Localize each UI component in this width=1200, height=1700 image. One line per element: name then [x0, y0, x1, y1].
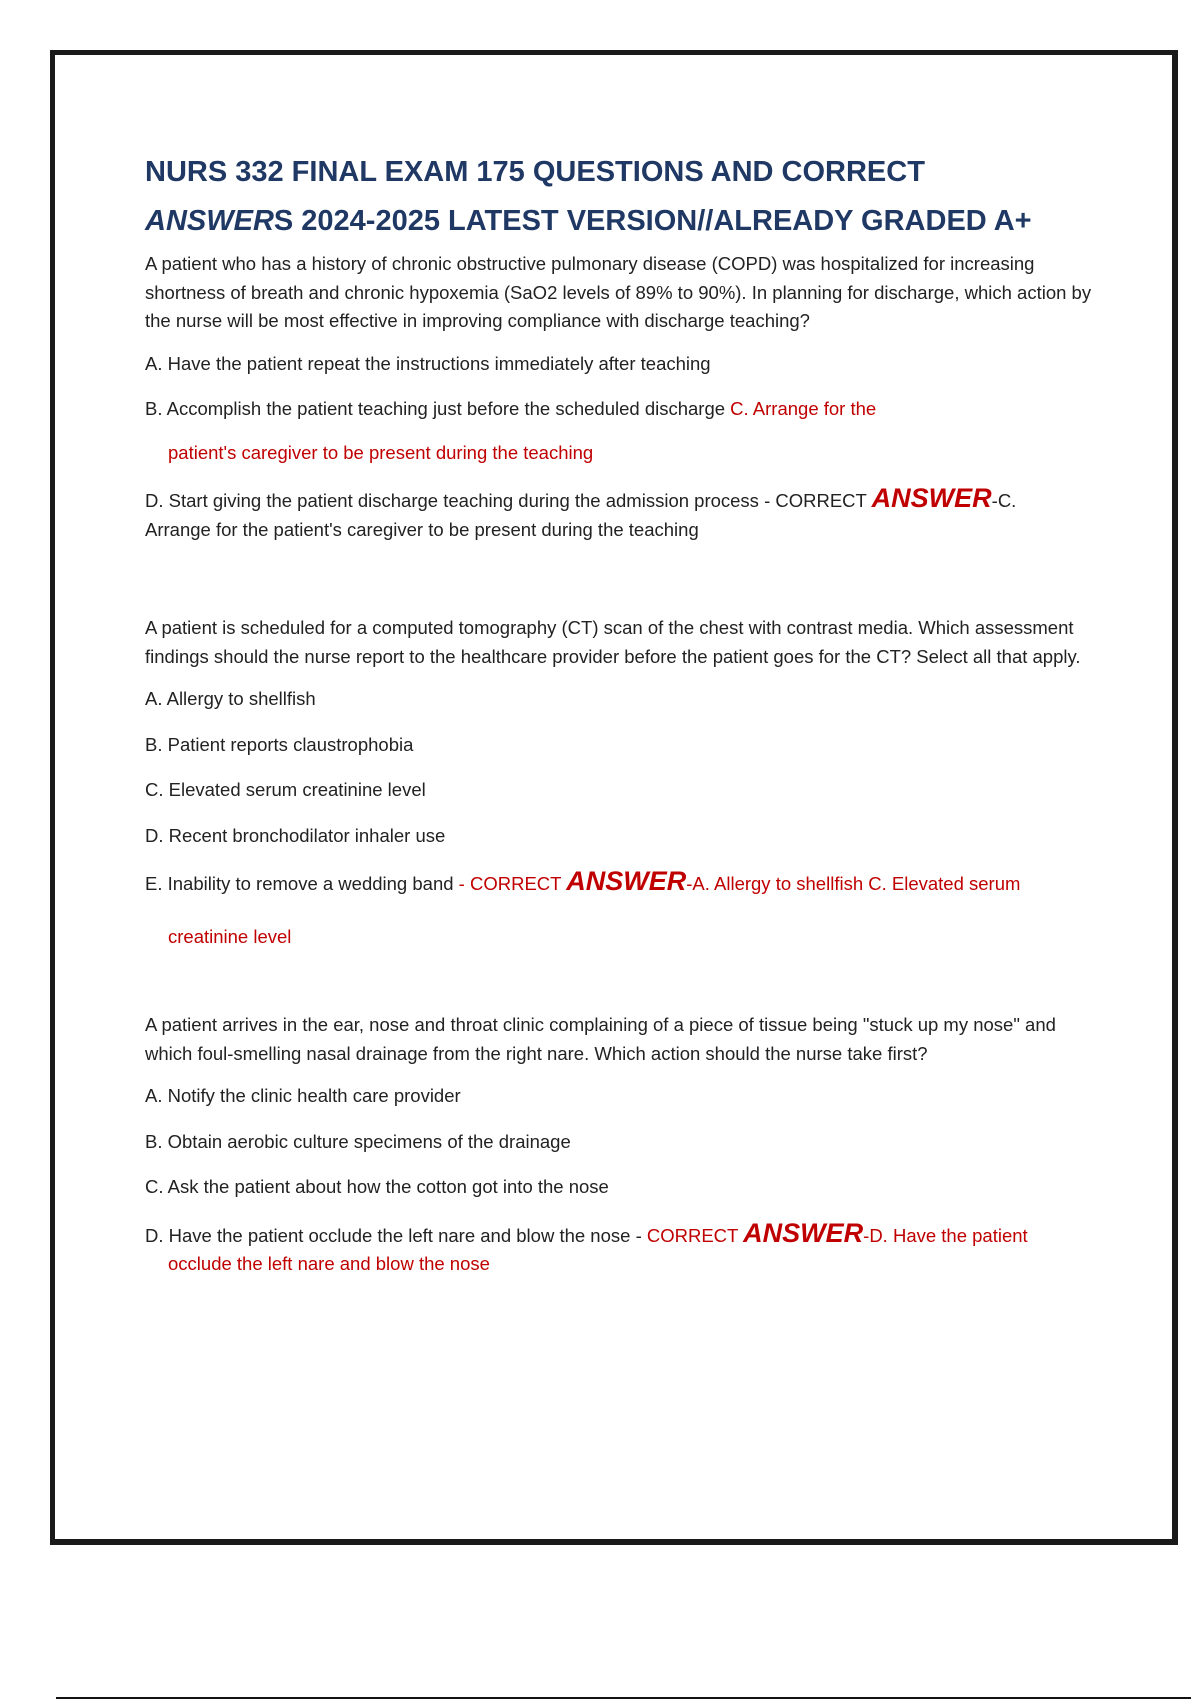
- option-d: D. Recent bronchodilator inhaler use: [145, 824, 446, 846]
- question-stem: A patient arrives in the ear, nose and throat clinic complaining of a piece of tissue being "stuck up my nose" and which foul-smelling nasal drainage from the right nare. Which action should the nurse take first?: [145, 1014, 1056, 1064]
- option-d: D. Have the patient occlude the left nare and blow the nose -: [145, 1224, 642, 1246]
- question-stem: A patient is scheduled for a computed tomography (CT) scan of the chest with contrast media. Which assessment findings should the nurse report to the healthcare provider before the patient goes for the CT? Select all that apply.: [145, 617, 1081, 667]
- option-b: B. Obtain aerobic culture specimens of the drainage: [145, 1130, 571, 1152]
- answer-label: ANSWER: [871, 483, 992, 513]
- document-body: [145, 148, 1105, 1279]
- answer-label: ANSWER: [743, 1217, 864, 1248]
- option-c-continued: [145, 439, 1105, 468]
- bottom-rule: [56, 1697, 1191, 1699]
- option-b: B. Patient reports claustrophobia: [145, 733, 414, 755]
- answer-suffix: -A. Allergy to shellfish C. Elevated serum: [686, 873, 1021, 894]
- answer-label: ANSWER: [566, 866, 687, 896]
- option-d: D. Start giving the patient discharge teaching during the admission process - CORRECT: [145, 490, 867, 511]
- option-c: C. Elevated serum creatinine level: [145, 779, 426, 800]
- option-b: B. Accomplish the patient teaching just before the scheduled discharge: [145, 398, 726, 419]
- question-2: [145, 614, 1105, 951]
- option-d-answer: [145, 484, 1105, 544]
- answer-suffix: -C.: [991, 490, 1017, 511]
- option-a: A. Have the patient repeat the instructions immediately after teaching: [145, 352, 711, 374]
- option-c-start: C. Arrange for the: [730, 398, 877, 419]
- answer-text: creatinine level: [168, 925, 292, 947]
- title-italic-part: ANSWER: [145, 205, 274, 237]
- option-a: A. Notify the clinic health care provider: [145, 1085, 461, 1106]
- answer-text: occlude the left nare and blow the nose: [168, 1253, 490, 1274]
- option-d-answer: [145, 1219, 1105, 1279]
- title-line-1: NURS 332 FINAL EXAM 175 QUESTIONS AND CORRECT: [145, 156, 925, 188]
- question-stem: A patient who has a history of chronic obstructive pulmonary disease (COPD) was hospitalized for increasing shortness of breath and chronic hypoxemia (SaO2 levels of 89% to 90%). In planning for discharge, which action by the nurse will be most effective in improving compliance with discharge teaching?: [145, 253, 1092, 331]
- question-1: [145, 250, 1105, 544]
- title-line-2: [145, 197, 1105, 246]
- option-c: C. Ask the patient about how the cotton got into the nose: [145, 1176, 609, 1197]
- answer-suffix: -D. Have the patient: [863, 1224, 1028, 1246]
- answer-continued: [145, 923, 1105, 952]
- option-b-c: [145, 395, 1105, 424]
- question-3: [145, 1011, 1105, 1279]
- document-title: [145, 148, 1105, 246]
- option-e: E. Inability to remove a wedding band: [145, 873, 454, 894]
- title-rest: S 2024-2025 LATEST VERSION//ALREADY GRADED A+: [273, 205, 1032, 237]
- correct-prefix: CORRECT: [646, 1224, 739, 1246]
- option-c-end: patient's caregiver to be present during the teaching: [168, 441, 594, 463]
- answer-text: Arrange for the patient's caregiver to be present during the teaching: [145, 518, 699, 540]
- option-a: A. Allergy to shellfish: [145, 688, 316, 709]
- option-e-answer: [145, 867, 1105, 899]
- correct-prefix: - CORRECT: [458, 873, 562, 894]
